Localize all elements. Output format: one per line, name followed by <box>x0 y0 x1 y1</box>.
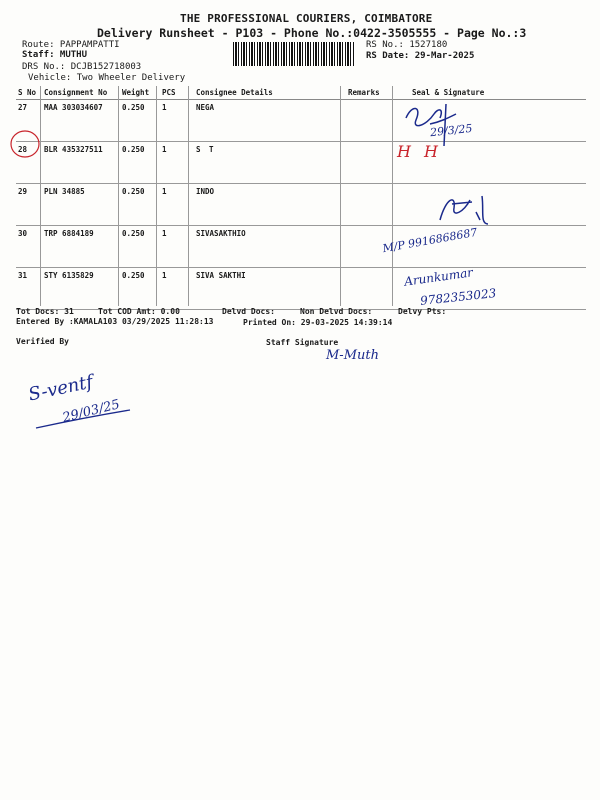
row28-red-mark: H H <box>397 142 442 161</box>
row-consignee: INDO <box>194 184 346 226</box>
col-consignee: Consignee Details <box>194 86 346 100</box>
row-sno: 31 <box>16 268 42 310</box>
vehicle-label: Vehicle: Two Wheeler Delivery <box>28 73 186 83</box>
row-consignment: MAA 303034607 <box>42 100 120 142</box>
row-sno: 30 <box>16 226 42 268</box>
row-consignee: SIVA SAKTHI <box>194 268 346 310</box>
row28-circle-mark <box>8 126 44 160</box>
staff-label: Staff: MUTHU <box>22 50 88 60</box>
verified-by-label: Verified By <box>16 337 69 346</box>
verifier-signature: S-ventf <box>26 371 95 406</box>
row-pcs: 1 <box>160 226 194 268</box>
row-sno: 28 <box>16 142 42 184</box>
printed-on: Printed On: 29-03-2025 14:39:14 <box>243 318 393 327</box>
row-consignment: TRP 6884189 <box>42 226 120 268</box>
row-consignee: SIVASAKTHIO <box>194 226 346 268</box>
row-sno: 27 <box>16 100 42 142</box>
row29-signature <box>432 190 512 230</box>
table-row <box>16 268 586 310</box>
entered-by: Entered By :KAMALA103 03/29/2025 11:28:13 <box>16 317 214 326</box>
row-pcs: 1 <box>160 184 194 226</box>
row-consignee: NEGA <box>194 100 346 142</box>
col-weight: Weight <box>120 86 160 100</box>
runsheet-subtitle: Delivery Runsheet - P103 - Phone No.:0422-3505555 - Page No.:3 <box>97 26 527 40</box>
tot-cod-amt: Tot COD Amt: 0.00 <box>98 307 180 316</box>
col-pcs: PCS <box>160 86 194 100</box>
row-consignment: STY 6135829 <box>42 268 120 310</box>
row27-handwritten-date: 29/3/25 <box>429 121 473 140</box>
delvy-pts: Delvy Pts: <box>398 307 447 316</box>
row-consignee: S T <box>194 142 346 184</box>
column-divider <box>392 86 393 306</box>
row-weight: 0.250 <box>120 184 160 226</box>
delvd-docs: Delvd Docs: <box>222 307 275 316</box>
column-divider <box>340 86 341 306</box>
row-weight: 0.250 <box>120 226 160 268</box>
row-weight: 0.250 <box>120 100 160 142</box>
col-remarks: Remarks <box>346 86 400 100</box>
col-consignment: Consignment No <box>42 86 120 100</box>
row-pcs: 1 <box>160 268 194 310</box>
drs-number: DRS No.: DCJB152718003 <box>22 62 142 72</box>
barcode <box>233 42 355 66</box>
col-seal-signature: Seal & Signature <box>400 86 586 100</box>
row-weight: 0.250 <box>120 142 160 184</box>
row-pcs: 1 <box>160 142 194 184</box>
table-row <box>16 226 586 268</box>
column-divider <box>118 86 119 306</box>
rs-date: RS Date: 29-Mar-2025 <box>366 51 475 61</box>
row-consignment: BLR 435327511 <box>42 142 120 184</box>
row-sno: 29 <box>16 184 42 226</box>
column-divider <box>156 86 157 306</box>
row31-handwritten-phone: 9782353023 <box>419 286 497 308</box>
column-divider <box>188 86 189 306</box>
row-pcs: 1 <box>160 100 194 142</box>
route-label: Route: PAPPAMPATTI <box>22 40 120 50</box>
staff-signature-label: Staff Signature <box>266 338 339 347</box>
staff-signature: M-Muth <box>326 348 379 363</box>
tot-docs: Tot Docs: 31 <box>16 307 74 316</box>
verifier-date: 29/03/25 <box>61 397 122 426</box>
col-sno: S No <box>16 86 42 100</box>
row-weight: 0.250 <box>120 268 160 310</box>
non-delvd-docs: Non Delvd Docs: <box>300 307 373 316</box>
table-header-row <box>16 86 586 100</box>
row-consignment: PLN 34885 <box>42 184 120 226</box>
row30-handwritten-phone: M/P 9916868687 <box>381 225 479 256</box>
row31-handwritten-name: Arunkumar <box>403 265 474 289</box>
column-divider <box>40 86 41 306</box>
company-title: THE PROFESSIONAL COURIERS, COIMBATORE <box>180 12 433 25</box>
rs-number: RS No.: 1527180 <box>366 40 448 50</box>
